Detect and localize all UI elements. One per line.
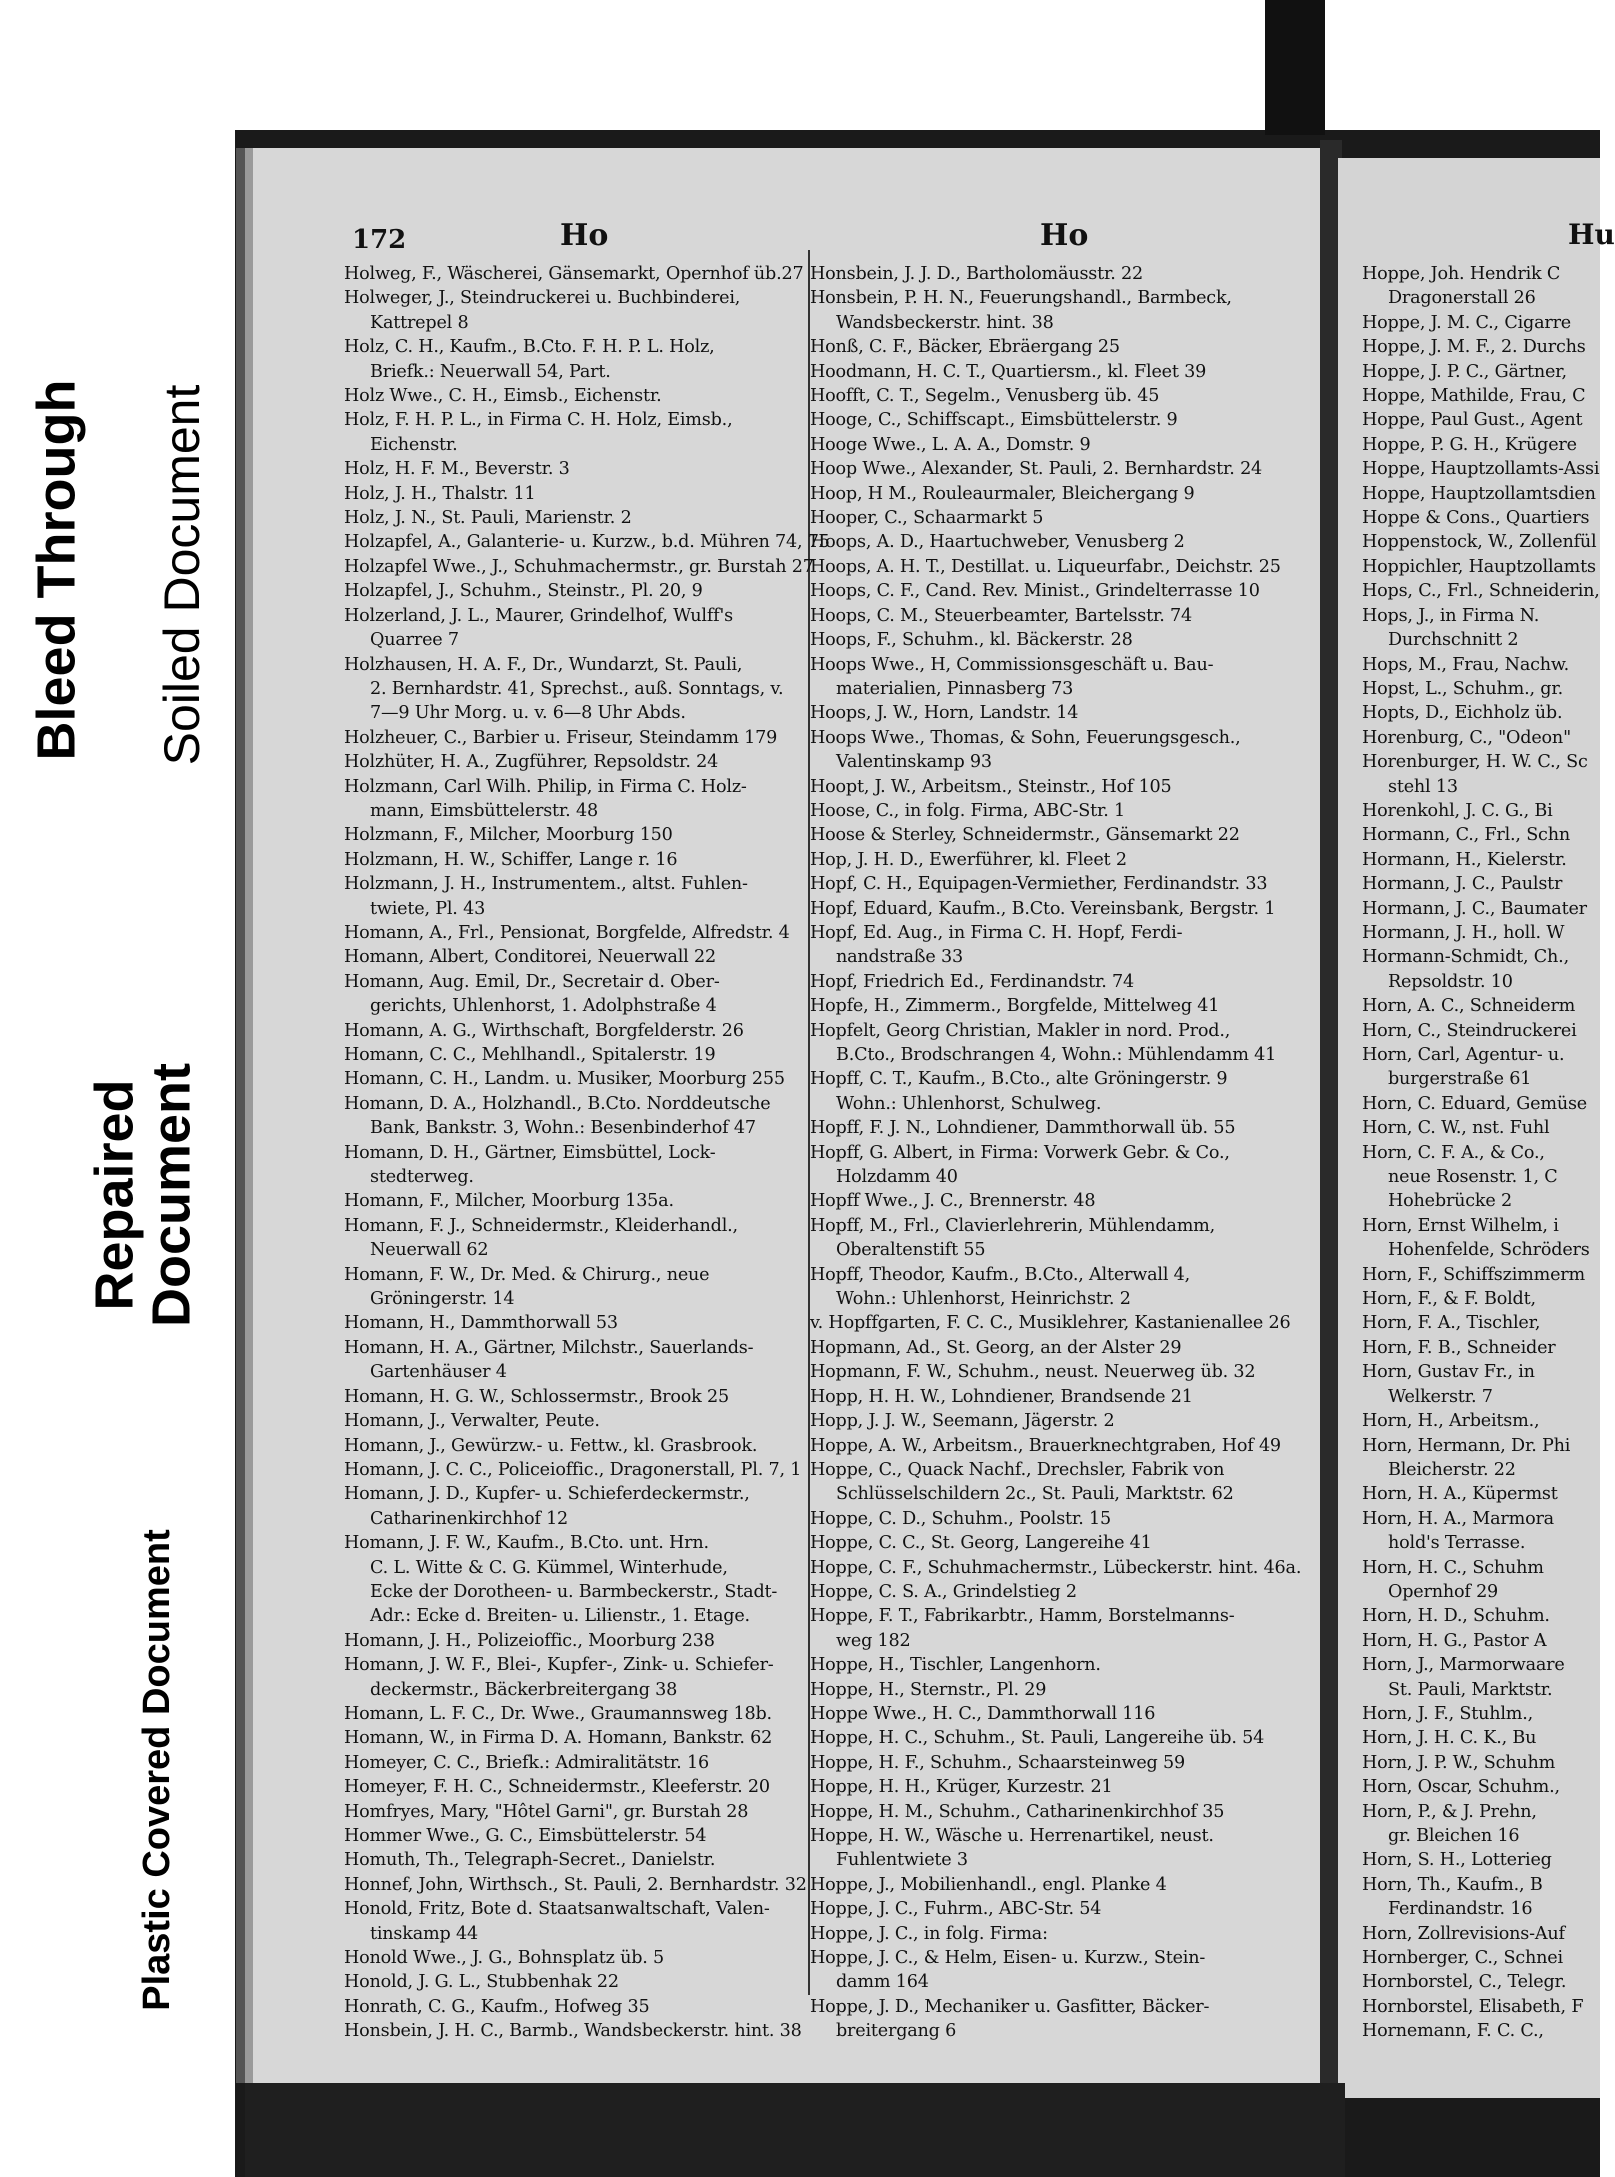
directory-entry: Homann, D. H., Gärtner, Eimsbüttel, Lock-	[344, 1142, 716, 1163]
directory-entry: Holzerland, J. L., Maurer, Grindelhof, Wulff's	[344, 605, 733, 626]
directory-entry: Hoppe, J. C., & Helm, Eisen- u. Kurzw., Stein-	[810, 1948, 1206, 1969]
directory-entry: weg 182	[836, 1630, 911, 1651]
label-bleed-through	[22, 285, 92, 855]
directory-entry: Horn, F., & F. Boldt,	[1362, 1289, 1536, 1310]
directory-entry: Homann, Aug. Emil, Dr., Secretair d. Ober-	[344, 971, 720, 992]
directory-entry: Homeyer, F. H. C., Schneidermstr., Kleeferstr. 20	[344, 1777, 770, 1798]
directory-entry: Hoops Wwe., Thomas, & Sohn, Feuerungsgesch.,	[810, 727, 1241, 748]
directory-entry: Bank, Bankstr. 3, Wohn.: Besenbinderhof 47	[370, 1118, 756, 1139]
directory-entry: Homann, J., Gewürzw.- u. Fettw., kl. Grasbrook.	[344, 1435, 758, 1456]
directory-entry: Holzmann, F., Milcher, Moorburg 150	[344, 825, 673, 846]
right-page-heading: Hu	[1568, 218, 1615, 251]
directory-entry: Hopff Wwe., J. C., Brennerstr. 48	[810, 1191, 1096, 1212]
directory-entry: Hopst, L., Schuhm., gr.	[1362, 678, 1564, 699]
directory-entry: Holz, F. H. P. L., in Firma C. H. Holz, Eimsb.,	[344, 410, 733, 431]
directory-entry: Honß, C. F., Bäcker, Ebräergang 25	[810, 337, 1120, 358]
directory-entry: v. Hopffgarten, F. C. C., Musiklehrer, Kastanienallee 26	[810, 1313, 1291, 1334]
directory-entry: Horn, H. G., Pastor A	[1362, 1630, 1547, 1651]
directory-entry: Hoppe, J. C., Fuhrm., ABC-Str. 54	[810, 1899, 1102, 1920]
directory-entry: Holzhüter, H. A., Zugführer, Repsoldstr. 24	[344, 752, 719, 773]
directory-entry: Horn, C. F. A., & Co.,	[1362, 1142, 1545, 1163]
directory-entry: Homann, J. C. C., Policeioffic., Dragonerstall, Pl. 7, 1	[344, 1459, 802, 1480]
directory-entry: Hoppe, Hauptzollamtsdien	[1362, 483, 1596, 504]
directory-entry: Homann, F. J., Schneidermstr., Kleiderhandl.,	[344, 1215, 738, 1236]
directory-entry: Horn, H. A., Marmora	[1362, 1508, 1554, 1529]
directory-entry: Holzmann, J. H., Instrumentem., altst. Fuhlen-	[344, 874, 748, 895]
directory-entry: Horn, F., Schiffszimmerm	[1362, 1264, 1585, 1285]
directory-entry: Holz, H. F. M., Beverstr. 3	[344, 459, 570, 480]
directory-entry: Hoppe, C. D., Schuhm., Poolstr. 15	[810, 1508, 1111, 1529]
directory-entry: Adr.: Ecke d. Breiten- u. Lilienstr., 1. Etage.	[370, 1606, 750, 1627]
directory-entry: 7—9 Uhr Morg. u. v. 6—8 Uhr Abds.	[370, 703, 686, 724]
directory-entry: Hoppichler, Hauptzollamts	[1362, 556, 1596, 577]
directory-entry: Homann, F. W., Dr. Med. & Chirurg., neue	[344, 1264, 710, 1285]
directory-entry: Hoofft, C. T., Segelm., Venusberg üb. 45	[810, 386, 1160, 407]
directory-entry: Hornberger, C., Schnei	[1362, 1948, 1563, 1969]
directory-entry: Schlüsselschildern 2c., St. Pauli, Marktstr. 62	[836, 1484, 1234, 1505]
directory-entry: Hoose, C., in folg. Firma, ABC-Str. 1	[810, 800, 1126, 821]
directory-entry: gerichts, Uhlenhorst, 1. Adolphstraße 4	[370, 996, 717, 1017]
directory-entry: Hooge, C., Schiffscapt., Eimsbüttelerstr. 9	[810, 410, 1178, 431]
directory-entry: Hoppe, J. C., in folg. Firma:	[810, 1923, 1048, 1944]
directory-entry: Hopp, J. J. W., Seemann, Jägerstr. 2	[810, 1411, 1115, 1432]
directory-entry: Hoops, J. W., Horn, Landstr. 14	[810, 703, 1079, 724]
directory-entry: Horn, C. Eduard, Gemüse	[1362, 1093, 1587, 1114]
directory-entry: Horn, C., Steindruckerei	[1362, 1020, 1577, 1041]
directory-entry: Hopmann, Ad., St. Georg, an der Alster 29	[810, 1337, 1182, 1358]
directory-entry: stehl 13	[1388, 776, 1458, 797]
directory-entry: Hohenfelde, Schröders	[1388, 1240, 1590, 1261]
label-plastic-covered-document	[120, 1430, 195, 2110]
directory-entry: Hoppe, P. G. H., Krügere	[1362, 434, 1577, 455]
directory-entry: Hornemann, F. C. C.,	[1362, 2021, 1544, 2042]
directory-entry: Homann, J. H., Polizeioffic., Moorburg 238	[344, 1630, 715, 1651]
directory-entry: Oberaltenstift 55	[836, 1240, 986, 1261]
directory-entry: Homann, C. H., Landm. u. Musiker, Moorburg 255	[344, 1069, 785, 1090]
directory-entry: Hoose & Sterley, Schneidermstr., Gänsemarkt 22	[810, 825, 1240, 846]
directory-entry: Holzheuer, C., Barbier u. Friseur, Steindamm 179	[344, 727, 778, 748]
directory-entry: Holz, J. H., Thalstr. 11	[344, 483, 536, 504]
directory-entry: breitergang 6	[836, 2021, 957, 2042]
directory-entry: Horn, J. F., Stuhlm.,	[1362, 1703, 1534, 1724]
directory-entry: mann, Eimsbüttelerstr. 48	[370, 800, 598, 821]
book-spine	[1265, 0, 1325, 135]
label-plastic-covered-document-text: Plastic Covered Document	[135, 1529, 178, 2011]
directory-entry: Homann, F., Milcher, Moorburg 135a.	[344, 1191, 674, 1212]
directory-entry: Homann, W., in Firma D. A. Homann, Bankstr. 62	[344, 1728, 773, 1749]
directory-entry: Hormann, C., Frl., Schn	[1362, 825, 1570, 846]
directory-entry: Hoppe, J. M. F., 2. Durchs	[1362, 337, 1586, 358]
directory-entry: Hoops, C. M., Steuerbeamter, Bartelsstr. 74	[810, 605, 1193, 626]
directory-entry: Gröningerstr. 14	[370, 1289, 515, 1310]
directory-entry: Hoppe, A. W., Arbeitsm., Brauerknechtgraben, Hof 49	[810, 1435, 1281, 1456]
directory-entry: Horn, A. C., Schneiderm	[1362, 996, 1576, 1017]
directory-column-middle	[810, 262, 1302, 2044]
directory-entry: Honold Wwe., J. G., Bohnsplatz üb. 5	[344, 1948, 665, 1969]
directory-entry: gr. Bleichen 16	[1388, 1826, 1520, 1846]
directory-entry: Hoppe, H., Sternstr., Pl. 29	[810, 1679, 1047, 1700]
directory-entry: Horn, Zollrevisions-Auf	[1362, 1923, 1565, 1944]
directory-entry: Horn, J. P. W., Schuhm	[1362, 1752, 1556, 1773]
directory-entry: Honold, Fritz, Bote d. Staatsanwaltschaft, Valen-	[344, 1899, 770, 1920]
directory-entry: Horn, F. B., Schneider	[1362, 1337, 1556, 1358]
directory-entry: Horn, P., & J. Prehn,	[1362, 1801, 1537, 1822]
directory-entry: Homann, A., Frl., Pensionat, Borgfelde, Alfredstr. 4	[344, 922, 790, 943]
directory-entry: Hormann, J. C., Baumater	[1362, 898, 1587, 919]
directory-entry: Hoppe Wwe., H. C., Dammthorwall 116	[810, 1703, 1156, 1724]
directory-entry: Hopts, D., Eichholz üb.	[1362, 703, 1563, 724]
directory-entry: Wohn.: Uhlenhorst, Heinrichstr. 2	[836, 1289, 1131, 1310]
directory-entry: Holzapfel Wwe., J., Schuhmachermstr., gr. Burstah 27	[344, 556, 814, 577]
directory-entry: Hoppe, J. M. C., Cigarre	[1362, 312, 1572, 333]
directory-entry: Horn, H. D., Schuhm.	[1362, 1606, 1550, 1627]
directory-entry: Catharinenkirchhof 12	[370, 1508, 569, 1529]
directory-column-right	[1362, 262, 1602, 2044]
directory-entry: Holzmann, Carl Wilh. Philip, in Firma C. Holz-	[344, 776, 747, 797]
directory-entry: Quarree 7	[370, 630, 459, 651]
directory-entry: Kattrepel 8	[370, 312, 469, 333]
label-bleed-through-text: Bleed Through	[26, 379, 87, 761]
directory-entry: Hoppe, C. F., Schuhmachermstr., Lübeckerstr. hint. 46a.	[810, 1557, 1302, 1578]
directory-entry: Eichenstr.	[370, 434, 458, 455]
directory-entry: Homeyer, C. C., Briefk.: Admiralitätstr. 16	[344, 1752, 709, 1773]
directory-entry: Wandsbeckerstr. hint. 38	[836, 312, 1054, 333]
directory-entry: Hoop, H M., Rouleaurmaler, Bleichergang 9	[810, 483, 1195, 504]
directory-entry: Honsbein, J. H. C., Barmb., Wandsbeckerstr. hint. 38	[344, 2021, 802, 2042]
directory-entry: Hoppe, Hauptzollamts-Assi	[1362, 459, 1600, 480]
directory-entry: Homann, J. W. F., Blei-, Kupfer-, Zink- u. Schiefer-	[344, 1655, 774, 1676]
directory-entry: Homann, C. C., Mehlhandl., Spitalerstr. 19	[344, 1045, 716, 1065]
directory-entry: Opernhof 29	[1388, 1581, 1499, 1602]
label-repaired-document	[60, 945, 225, 1445]
directory-entry: Hoppe, H. C., Schuhm., St. Pauli, Langereihe üb. 54	[810, 1728, 1265, 1749]
directory-entry: Dragonerstall 26	[1388, 288, 1536, 309]
directory-entry: Horenkohl, J. C. G., Bi	[1362, 800, 1553, 821]
directory-entry: Horn, F. A., Tischler,	[1362, 1313, 1541, 1334]
directory-entry: Homann, J. F. W., Kaufm., B.Cto. unt. Hrn.	[344, 1533, 709, 1554]
directory-entry: Hormann-Schmidt, Ch.,	[1362, 947, 1569, 968]
directory-entry: materialien, Pinnasberg 73	[836, 678, 1074, 699]
directory-entry: Hops, J., in Firma N.	[1362, 605, 1540, 626]
directory-entry: Homann, J., Verwalter, Peute.	[344, 1411, 600, 1432]
directory-entry: Hoppe, C. C., St. Georg, Langereihe 41	[810, 1533, 1152, 1554]
directory-entry: Homfryes, Mary, "Hôtel Garni", gr. Burstah 28	[344, 1801, 749, 1822]
directory-entry: Hoopt, J. W., Arbeitsm., Steinstr., Hof 105	[810, 776, 1172, 797]
directory-entry: Horn, C. W., nst. Fuhl	[1362, 1118, 1550, 1139]
directory-entry: Hoops Wwe., H, Commissionsgeschäft u. Bau-	[810, 654, 1214, 675]
directory-entry: Holzhausen, H. A. F., Dr., Wundarzt, St. Pauli,	[344, 654, 743, 675]
directory-entry: Hoops, A. H. T., Destillat. u. Liqueurfabr., Deichstr. 25	[810, 556, 1281, 577]
directory-entry: 2. Bernhardstr. 41, Sprechst., auß. Sonntags, v.	[370, 678, 784, 699]
directory-entry: Homann, J. D., Kupfer- u. Schieferdeckermstr.,	[344, 1484, 750, 1505]
directory-entry: Hopfe, H., Zimmerm., Borgfelde, Mittelweg 41	[810, 996, 1220, 1017]
directory-entry: Hooge Wwe., L. A. A., Domstr. 9	[810, 434, 1091, 455]
directory-entry: Hopf, Eduard, Kaufm., B.Cto. Vereinsbank, Bergstr. 1	[810, 898, 1276, 919]
directory-entry: Horn, Hermann, Dr. Phi	[1362, 1435, 1571, 1456]
directory-entry: Hopmann, F. W., Schuhm., neust. Neuerweg üb. 32	[810, 1362, 1256, 1383]
directory-entry: Hooper, C., Schaarmarkt 5	[810, 508, 1044, 529]
directory-entry: Honsbein, P. H. N., Feuerungshandl., Barmbeck,	[810, 288, 1232, 309]
directory-entry: Horn, J., Marmorwaare	[1362, 1655, 1565, 1676]
directory-entry: Hopp, H. H. W., Lohndiener, Brandsende 21	[810, 1386, 1193, 1407]
directory-entry: Ferdinandstr. 16	[1388, 1899, 1533, 1920]
directory-entry: Hopf, Ed. Aug., in Firma C. H. Hopf, Ferdi-	[810, 922, 1183, 943]
directory-entry: Fuhlentwiete 3	[836, 1850, 968, 1871]
directory-entry: Hopfelt, Georg Christian, Makler in nord. Prod.,	[810, 1020, 1231, 1041]
directory-entry: Hopff, F. J. N., Lohndiener, Dammthorwall üb. 55	[810, 1118, 1236, 1139]
directory-entry: Hoppe, H. M., Schuhm., Catharinenkirchhof 35	[810, 1801, 1225, 1822]
directory-entry: Durchschnitt 2	[1388, 630, 1519, 651]
label-soiled-document-text: Soiled Document	[153, 384, 210, 766]
directory-entry: Horenburger, H. W. C., Sc	[1362, 752, 1588, 773]
directory-entry: Holweg, F., Wäscherei, Gänsemarkt, Opernhof üb.27	[344, 264, 804, 284]
directory-entry: nandstraße 33	[836, 947, 963, 968]
directory-entry: Hormann, J. H., holl. W	[1362, 922, 1565, 943]
directory-entry: deckermstr., Bäckerbreitergang 38	[370, 1679, 678, 1700]
directory-entry: Hoppe, H. W., Wäsche u. Herrenartikel, neust.	[810, 1826, 1214, 1846]
directory-entry: Horn, Th., Kaufm., B	[1362, 1874, 1543, 1895]
directory-entry: Homuth, Th., Telegraph-Secret., Danielstr.	[344, 1850, 716, 1871]
directory-entry: hold's Terrasse.	[1388, 1533, 1526, 1554]
directory-entry: Homann, H., Dammthorwall 53	[344, 1313, 618, 1334]
directory-entry: Homann, D. A., Holzhandl., B.Cto. Norddeutsche	[344, 1093, 771, 1114]
directory-entry: Hoppe, J., Mobilienhandl., engl. Planke 4	[810, 1874, 1167, 1895]
directory-column-left	[344, 262, 830, 2044]
directory-entry: Hoppe, J. P. C., Gärtner,	[1362, 361, 1567, 382]
directory-entry: Briefk.: Neuerwall 54, Part.	[370, 361, 611, 382]
page-number: 172	[352, 225, 407, 255]
directory-entry: B.Cto., Brodschrangen 4, Wohn.: Mühlendamm 41	[836, 1045, 1277, 1065]
directory-entry: Hopff, Theodor, Kaufm., B.Cto., Alterwall 4,	[810, 1264, 1191, 1285]
directory-entry: neue Rosenstr. 1, C	[1388, 1167, 1558, 1188]
directory-entry: Horn, H., Arbeitsm.,	[1362, 1411, 1540, 1432]
directory-entry: St. Pauli, Marktstr.	[1388, 1679, 1553, 1700]
directory-entry: Hop, J. H. D., Ewerführer, kl. Fleet 2	[810, 849, 1127, 870]
directory-entry: Hoppe, F. T., Fabrikarbtr., Hamm, Borstelmanns-	[810, 1606, 1235, 1627]
directory-entry: Hoppe & Cons., Quartiers	[1362, 508, 1590, 529]
directory-entry: Hohebrücke 2	[1388, 1191, 1512, 1212]
directory-entry: Holz, C. H., Kaufm., B.Cto. F. H. P. L. Holz,	[344, 337, 715, 358]
directory-entry: Horn, Gustav Fr., in	[1362, 1362, 1535, 1383]
directory-entry: Hoppe, H. F., Schuhm., Schaarsteinweg 59	[810, 1752, 1185, 1773]
directory-entry: Horn, Oscar, Schuhm.,	[1362, 1777, 1560, 1798]
directory-entry: Horn, J. H. C. K., Bu	[1362, 1728, 1537, 1749]
directory-entry: Hoops, C. F., Cand. Rev. Minist., Grindelterrasse 10	[810, 581, 1260, 602]
directory-entry: Horn, H. C., Schuhm	[1362, 1557, 1544, 1578]
directory-entry: Hoppe, Joh. Hendrik C	[1362, 264, 1561, 284]
directory-entry: Homann, Albert, Conditorei, Neuerwall 22	[344, 947, 716, 968]
page-heading-left: Ho	[560, 218, 609, 253]
directory-entry: Hoop Wwe., Alexander, St. Pauli, 2. Bernhardstr. 24	[810, 459, 1263, 480]
directory-entry: Holweger, J., Steindruckerei u. Buchbinderei,	[344, 288, 741, 309]
directory-entry: twiete, Pl. 43	[370, 898, 486, 919]
directory-entry: Homann, H. A., Gärtner, Milchstr., Sauerlands-	[344, 1337, 754, 1358]
directory-entry: Hoppe, H. H., Krüger, Kurzestr. 21	[810, 1777, 1113, 1798]
directory-entry: Hopff, M., Frl., Clavierlehrerin, Mühlendamm,	[810, 1215, 1216, 1236]
directory-entry: Hopff, C. T., Kaufm., B.Cto., alte Gröningerstr. 9	[810, 1069, 1228, 1090]
directory-entry: Hoops, F., Schuhm., kl. Bäckerstr. 28	[810, 630, 1133, 651]
directory-entry: Hops, C., Frl., Schneiderin,	[1362, 581, 1600, 602]
directory-entry: Wohn.: Uhlenhorst, Schulweg.	[836, 1093, 1102, 1114]
directory-entry: Hoops, A. D., Haartuchweber, Venusberg 2	[810, 532, 1185, 553]
directory-entry: Holzdamm 40	[836, 1167, 958, 1188]
directory-entry: Horenburg, C., "Odeon"	[1362, 727, 1571, 748]
directory-entry: Holz Wwe., C. H., Eimsb., Eichenstr.	[344, 386, 662, 407]
directory-entry: Hoodmann, H. C. T., Quartiersm., kl. Fleet 39	[810, 361, 1207, 382]
directory-entry: Holz, J. N., St. Pauli, Marienstr. 2	[344, 508, 632, 529]
directory-entry: Horn, S. H., Lotterieg	[1362, 1850, 1552, 1871]
directory-entry: Horn, Ernst Wilhelm, i	[1362, 1215, 1559, 1236]
directory-entry: Honrath, C. G., Kaufm., Hofweg 35	[344, 1996, 650, 2017]
directory-entry: C. L. Witte & C. G. Kümmel, Winterhude,	[370, 1557, 728, 1578]
directory-entry: Holzmann, H. W., Schiffer, Lange r. 16	[344, 849, 678, 870]
directory-entry: Valentinskamp 93	[836, 752, 992, 773]
directory-entry: Holzapfel, A., Galanterie- u. Kurzw., b.d. Mühren 74, 75	[344, 532, 830, 553]
directory-entry: Homann, H. G. W., Schlossermstr., Brook 25	[344, 1386, 730, 1407]
directory-entry: Honsbein, J. J. D., Bartholomäusstr. 22	[810, 264, 1144, 284]
directory-entry: damm 164	[836, 1972, 929, 1993]
directory-entry: Hoppenstock, W., Zollenfül	[1362, 532, 1597, 553]
page-heading-middle: Ho	[1040, 218, 1089, 253]
directory-entry: Hoppe, Paul Gust., Agent	[1362, 410, 1583, 431]
directory-entry: Welkerstr. 7	[1388, 1386, 1493, 1407]
directory-entry: Honold, J. G. L., Stubbenhak 22	[344, 1972, 619, 1993]
document-type-labels	[0, 0, 245, 2177]
directory-entry: Hopf, Friedrich Ed., Ferdinandstr. 74	[810, 971, 1135, 992]
directory-entry: Hoppe, Mathilde, Frau, C	[1362, 386, 1586, 407]
directory-entry: Hopff, G. Albert, in Firma: Vorwerk Gebr. & Co.,	[810, 1142, 1230, 1163]
directory-entry: Hoppe, J. D., Mechaniker u. Gasfitter, Bäcker-	[810, 1996, 1210, 2017]
directory-entry: Honnef, John, Wirthsch., St. Pauli, 2. Bernhardstr. 32	[344, 1874, 807, 1895]
directory-entry: Hopf, C. H., Equipagen-Vermiether, Ferdinandstr. 33	[810, 874, 1268, 895]
directory-entry: Bleicherstr. 22	[1388, 1459, 1516, 1480]
label-repaired-document-text: Repaired Document	[83, 1063, 201, 1328]
directory-entry: tinskamp 44	[370, 1923, 478, 1944]
directory-entry: Horn, H. A., Küpermst	[1362, 1484, 1558, 1505]
directory-entry: Horn, Carl, Agentur- u.	[1362, 1045, 1565, 1065]
directory-entry: Hoppe, C., Quack Nachf., Drechsler, Fabrik von	[810, 1459, 1225, 1480]
directory-entry: Ecke der Dorotheen- u. Barmbeckerstr., Stadt-	[370, 1581, 778, 1602]
directory-entry: Homann, A. G., Wirthschaft, Borgfelderstr. 26	[344, 1020, 744, 1041]
directory-entry: Hoppe, H., Tischler, Langenhorn.	[810, 1655, 1101, 1676]
directory-entry: Hommer Wwe., G. C., Eimsbüttelerstr. 54	[344, 1826, 707, 1846]
directory-entry: Repsoldstr. 10	[1388, 971, 1513, 992]
directory-entry: Hornborstel, C., Telegr.	[1362, 1972, 1567, 1993]
directory-entry: burgerstraße 61	[1388, 1069, 1532, 1090]
directory-entry: Hornborstel, Elisabeth, F	[1362, 1996, 1584, 2017]
label-soiled-document	[142, 280, 222, 870]
bottom-shadow	[245, 2083, 1345, 2177]
directory-entry: Homann, L. F. C., Dr. Wwe., Graumannsweg 18b.	[344, 1703, 772, 1724]
directory-entry: Gartenhäuser 4	[370, 1362, 507, 1383]
directory-entry: Hormann, H., Kielerstr.	[1362, 849, 1567, 870]
directory-entry: Hormann, J. C., Paulstr	[1362, 874, 1563, 895]
directory-entry: Hops, M., Frau, Nachw.	[1362, 654, 1570, 675]
directory-entry: Hoppe, C. S. A., Grindelstieg 2	[810, 1581, 1077, 1602]
directory-entry: Holzapfel, J., Schuhm., Steinstr., Pl. 20, 9	[344, 581, 703, 602]
directory-entry: stedterweg.	[370, 1167, 474, 1188]
directory-entry: Neuerwall 62	[370, 1240, 489, 1261]
